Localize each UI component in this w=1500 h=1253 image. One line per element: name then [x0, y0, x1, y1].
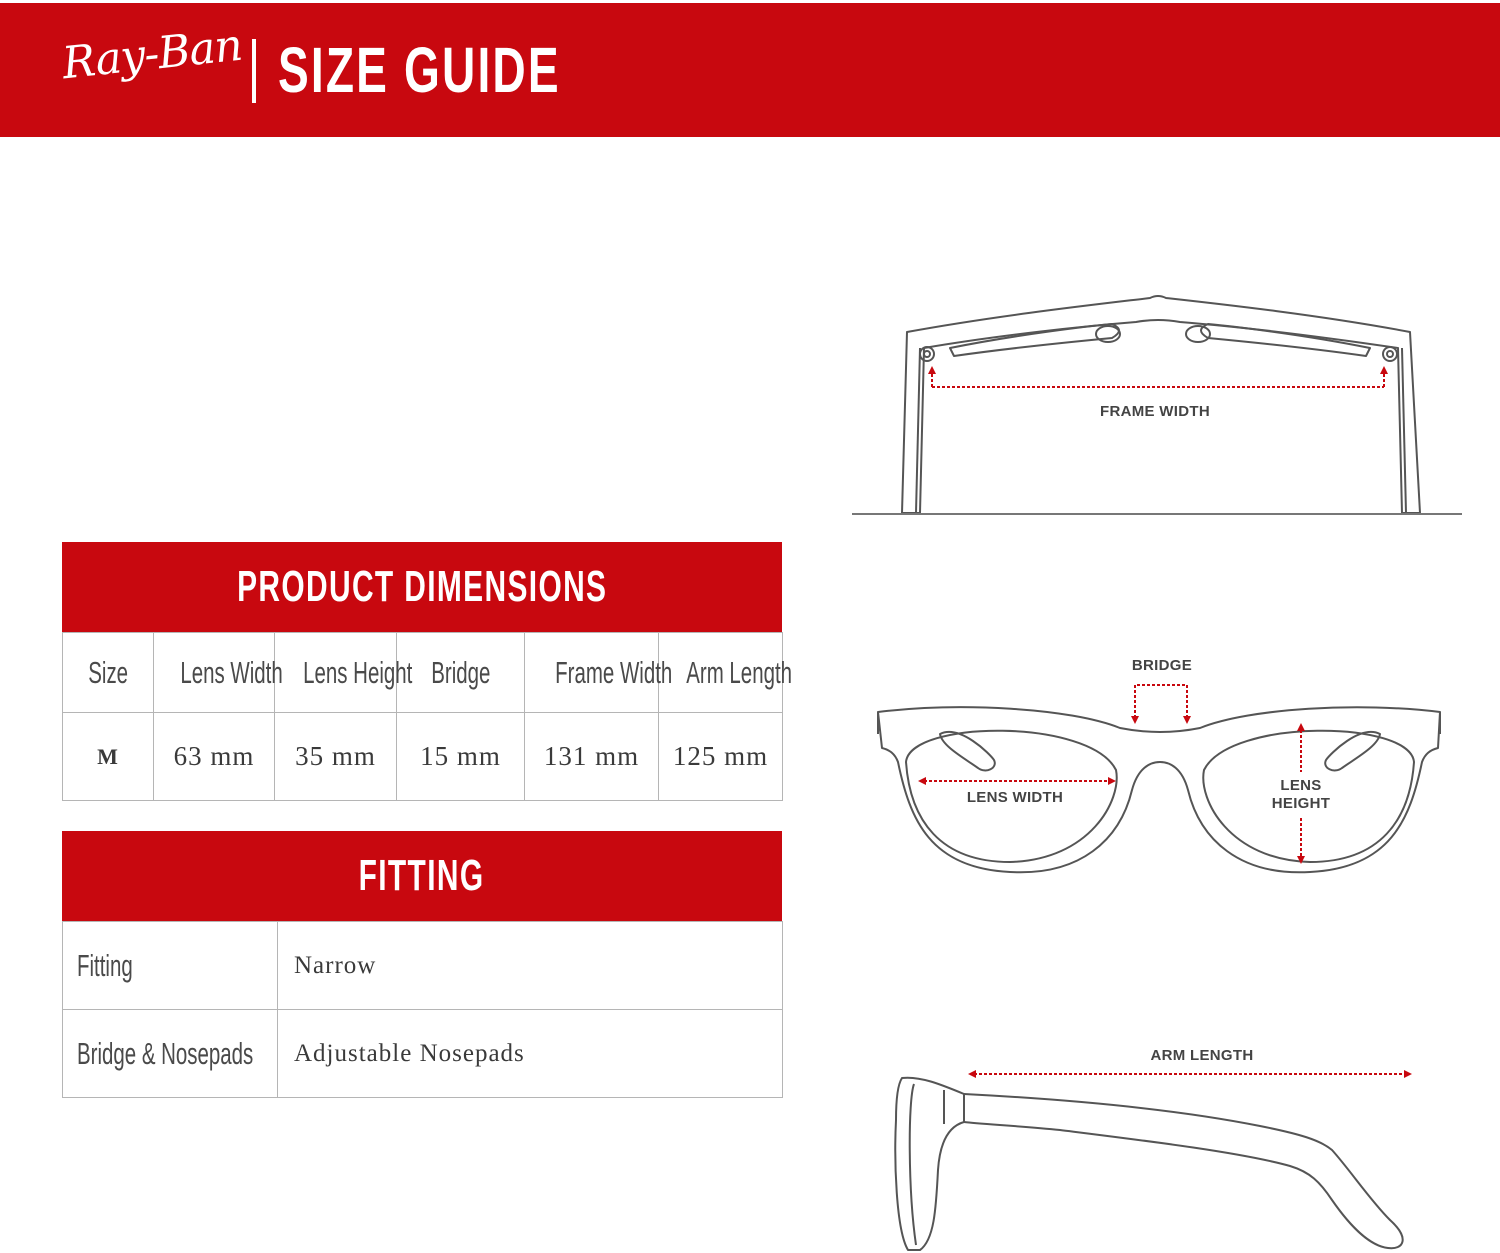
column-header-size: Size	[63, 633, 154, 713]
column-header-lens-width: Lens Width	[154, 633, 275, 713]
lens-height-label-line2: HEIGHT	[1271, 795, 1331, 812]
fitting-table	[62, 921, 783, 1098]
arrow-head	[1183, 716, 1191, 724]
frame-width-label: FRAME WIDTH	[1100, 403, 1210, 420]
column-header-arm-length: Arm Length	[659, 633, 783, 713]
header-divider	[252, 39, 256, 103]
arrow-head	[928, 366, 936, 374]
fitting-value: Narrow	[278, 922, 783, 1010]
nosepads-value: Adjustable Nosepads	[278, 1010, 783, 1098]
table-row	[63, 922, 783, 1010]
product-dimensions-header	[62, 542, 782, 632]
fitting-label: Fitting	[63, 922, 278, 1010]
arm-length-label: ARM LENGTH	[1150, 1047, 1254, 1064]
fitting-header	[62, 831, 782, 921]
arrow-head	[918, 777, 926, 785]
arrow-head	[1131, 716, 1139, 724]
arrow-head	[1380, 366, 1388, 374]
column-header-lens-height: Lens Height	[275, 633, 397, 713]
dimensions-value-row	[63, 713, 783, 801]
column-header-frame-width: Frame Width	[525, 633, 659, 713]
product-dimensions-panel	[62, 542, 793, 801]
value-lens-width: 63 mm	[154, 713, 275, 801]
fitting-panel	[62, 831, 782, 1098]
arrow-head	[1297, 723, 1305, 731]
value-arm-length: 125 mm	[659, 713, 783, 801]
dimensions-table	[62, 632, 793, 801]
frame-width-measure	[932, 370, 1384, 387]
bridge-label: BRIDGE	[1131, 657, 1193, 674]
frame-front-view-diagram	[870, 650, 1450, 890]
fitting-title: FITTING	[359, 851, 485, 900]
column-header-bridge: Bridge	[397, 633, 525, 713]
dimensions-header-row	[63, 633, 783, 713]
value-lens-height: 35 mm	[275, 713, 397, 801]
frame-side-view-diagram	[880, 1040, 1440, 1253]
bridge-measure	[1135, 685, 1187, 718]
product-dimensions-title: PRODUCT DIMENSIONS	[236, 562, 608, 611]
lens-height-label-line1: LENS	[1280, 777, 1322, 794]
arrow-head	[1108, 777, 1116, 785]
frame-top-view-diagram	[850, 290, 1470, 520]
arrow-head	[1404, 1070, 1412, 1078]
arrow-head	[968, 1070, 976, 1078]
header-banner	[0, 0, 1500, 137]
value-size: M	[63, 713, 154, 801]
value-frame-width: 131 mm	[525, 713, 659, 801]
page-title: SIZE GUIDE	[278, 34, 561, 106]
lens-width-label: LENS WIDTH	[966, 789, 1064, 806]
arrow-head	[1297, 856, 1305, 864]
nosepads-label: Bridge & Nosepads	[63, 1010, 278, 1098]
brand-logo: Ray-Ban	[59, 19, 245, 90]
value-bridge: 15 mm	[397, 713, 525, 801]
table-row	[63, 1010, 783, 1098]
